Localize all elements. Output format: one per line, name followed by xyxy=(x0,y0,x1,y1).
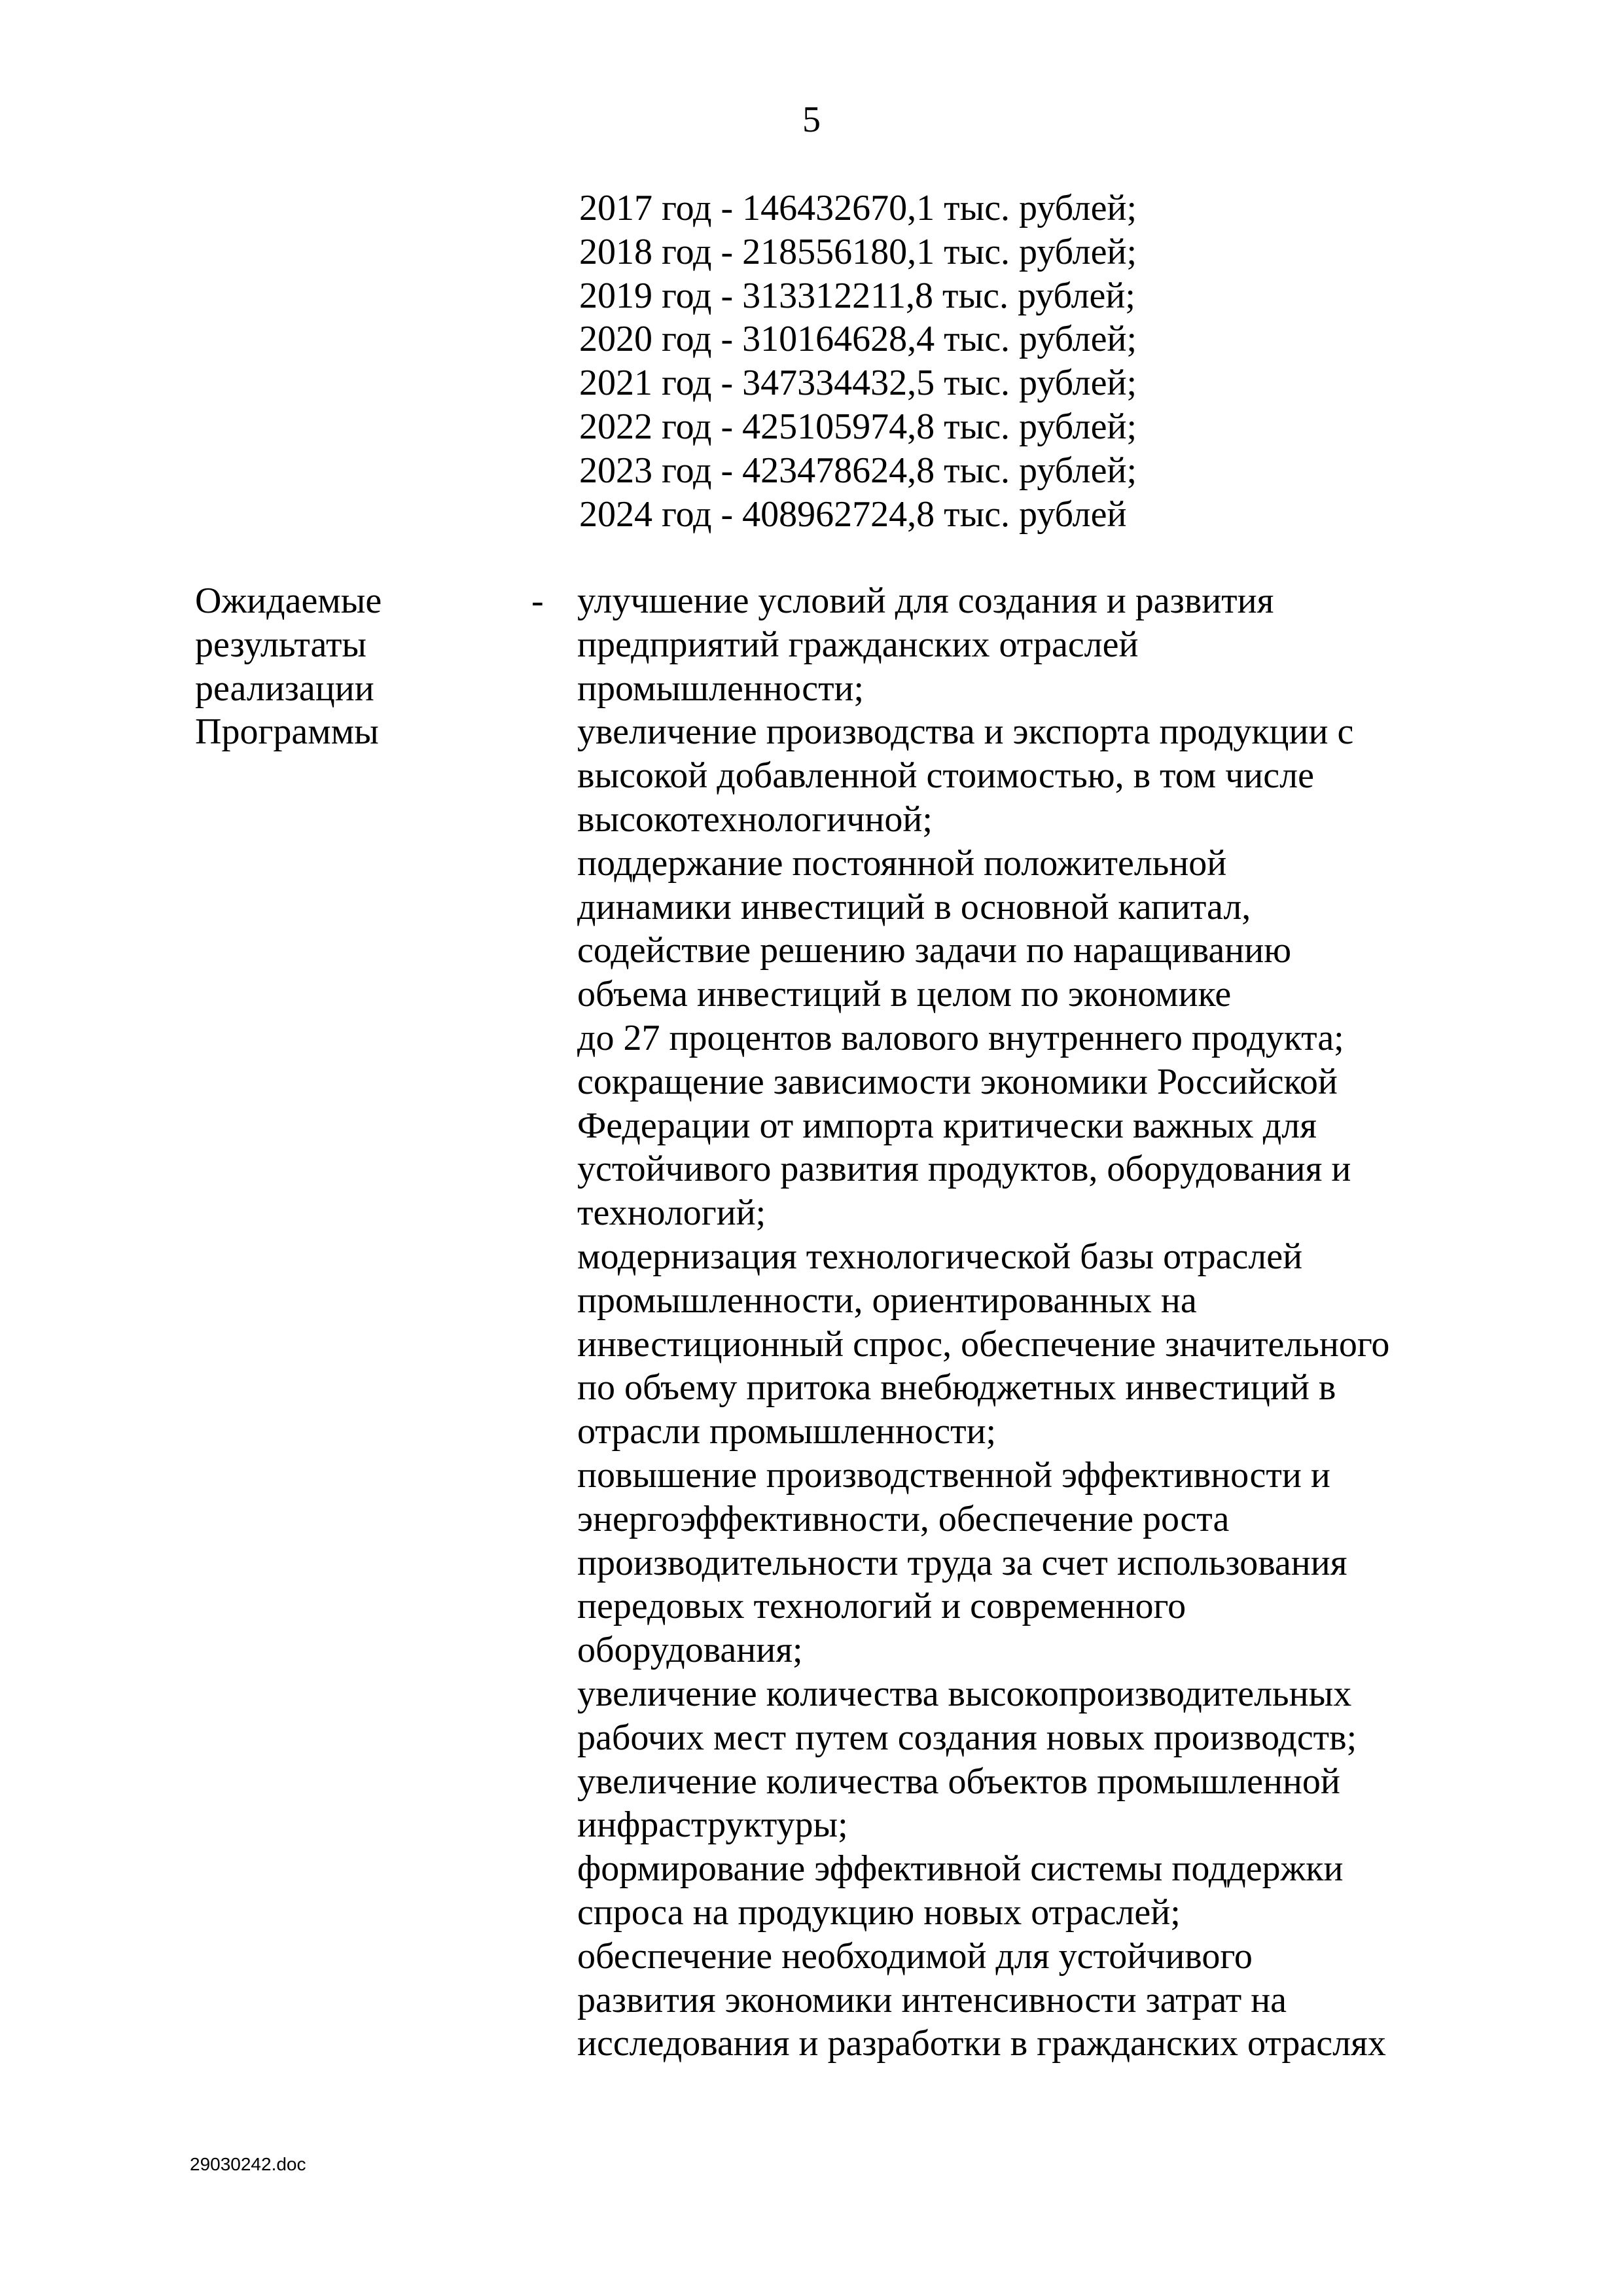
result-line: содействие решению задачи по наращиванию xyxy=(577,930,1292,971)
result-line: предприятий гражданских отраслей xyxy=(577,624,1139,665)
result-line: исследования и разработки в гражданских отраслях xyxy=(577,2023,1386,2064)
result-line: увеличение количества объектов промышленной xyxy=(577,1761,1340,1802)
result-line: энергоэффективности, обеспечение роста xyxy=(577,1498,1230,1539)
result-line: передовых технологий и современного xyxy=(577,1586,1186,1627)
result-line: обеспечение необходимой для устойчивого xyxy=(577,1935,1253,1977)
result-line: устойчивого развития продуктов, оборудования и xyxy=(577,1149,1351,1190)
funding-line: 2023 год - 423478624,8 тыс. рублей; xyxy=(579,450,1137,491)
result-line: объема инвестиций в целом по экономике xyxy=(577,974,1232,1015)
result-line: по объему притока внебюджетных инвестиций в xyxy=(577,1367,1336,1408)
result-line: промышленности, ориентированных на xyxy=(577,1280,1197,1321)
funding-line: 2021 год - 347334432,5 тыс. рублей; xyxy=(579,363,1137,404)
result-line: повышение производственной эффективности и xyxy=(577,1454,1330,1496)
footer-filename: 29030242.doc xyxy=(190,2154,306,2174)
result-line: улучшение условий для создания и развития xyxy=(577,581,1274,621)
result-line: высокотехнологичной; xyxy=(577,798,933,840)
result-line: высокой добавленной стоимостью, в том числе xyxy=(577,755,1314,797)
result-line: увеличение производства и экспорта продукции с xyxy=(577,711,1354,753)
funding-line: 2018 год - 218556180,1 тыс. рублей; xyxy=(579,231,1137,272)
result-line: увеличение количества высокопроизводительных xyxy=(577,1673,1352,1714)
result-line: инфраструктуры; xyxy=(577,1804,848,1846)
label-line: реализации xyxy=(195,668,374,709)
funding-line: 2019 год - 313312211,8 тыс. рублей; xyxy=(579,275,1135,316)
label-line: результаты xyxy=(195,624,367,665)
result-line: промышленности; xyxy=(577,668,865,709)
expected-results-text xyxy=(577,579,1520,2066)
page-number: 5 xyxy=(802,99,821,140)
result-line: инвестиционный спрос, обеспечение значительного xyxy=(577,1323,1390,1365)
result-line: модернизация технологической базы отраслей xyxy=(577,1236,1303,1277)
label-line: Программы xyxy=(195,711,379,753)
result-line: оборудования; xyxy=(577,1630,803,1671)
result-line: динамики инвестиций в основной капитал, xyxy=(577,886,1251,927)
expected-results-label xyxy=(195,579,470,754)
result-line: поддержание постоянной положительной xyxy=(577,842,1227,884)
result-line: развития экономики интенсивности затрат на xyxy=(577,1979,1287,2020)
result-line: технологий; xyxy=(577,1193,766,1234)
result-line: Федерации от импорта критически важных для xyxy=(577,1105,1317,1146)
funding-line: 2020 год - 310164628,4 тыс. рублей; xyxy=(579,319,1137,360)
result-line: рабочих мест путем создания новых производств; xyxy=(577,1717,1357,1758)
funding-by-year xyxy=(579,187,1137,536)
separator-dash: - xyxy=(531,581,544,621)
funding-line: 2017 год - 146432670,1 тыс. рублей; xyxy=(579,188,1137,228)
result-line: сокращение зависимости экономики Российской xyxy=(577,1061,1338,1102)
result-line: спроса на продукцию новых отраслей; xyxy=(577,1892,1181,1933)
result-line: до 27 процентов валового внутреннего продукта; xyxy=(577,1017,1344,1058)
result-line: отрасли промышленности; xyxy=(577,1411,997,1452)
result-line: формирование эффективной системы поддержки xyxy=(577,1848,1344,1890)
funding-line: 2022 год - 425105974,8 тыс. рублей; xyxy=(579,406,1137,447)
funding-line: 2024 год - 408962724,8 тыс. рублей xyxy=(579,493,1127,535)
label-line: Ожидаемые xyxy=(195,581,382,621)
result-line: производительности труда за счет использования xyxy=(577,1542,1347,1583)
